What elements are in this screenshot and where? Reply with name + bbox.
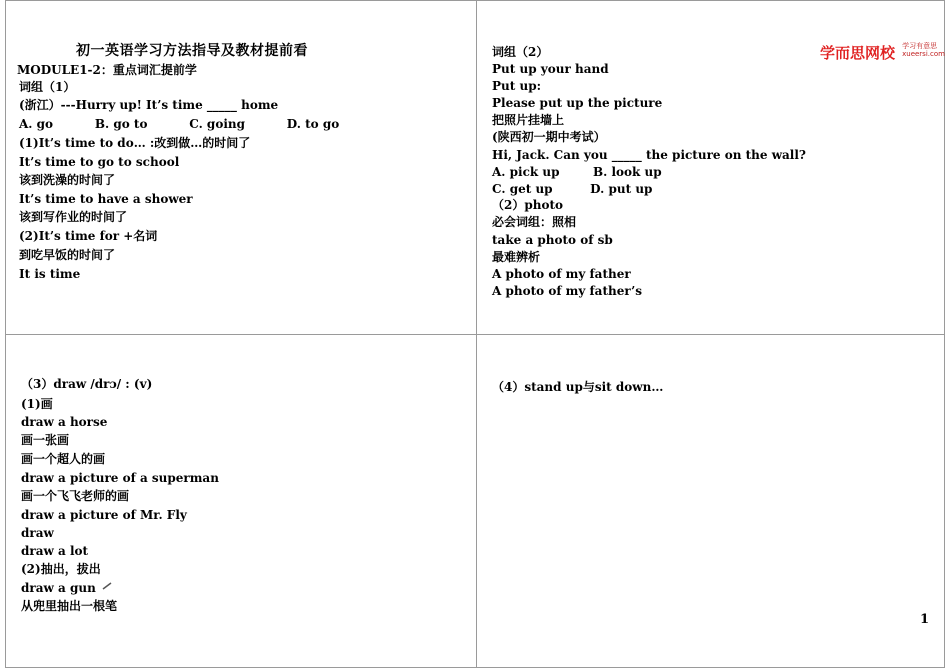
tr-line-12: 最难辨析 — [492, 250, 541, 264]
bl-line-8: draw — [21, 526, 54, 540]
page-number: 1 — [920, 612, 930, 627]
tl-line-2: A. go B. go to C. going D. to go — [19, 117, 340, 131]
xueersi-logo — [820, 42, 945, 63]
tl-line-4: It’s time to go to school — [19, 155, 180, 169]
br-line-0: （4）stand up与sit down… — [492, 380, 664, 394]
tr-line-13: A photo of my father — [492, 267, 631, 281]
tr-line-2: Put up: — [492, 79, 542, 93]
tr-line-14: A photo of my father’s — [492, 284, 643, 298]
bl-line-7: draw a picture of Mr. Fly — [21, 508, 187, 522]
tl-line-0: 词组（1） — [19, 80, 76, 94]
tl-line-5: 该到洗澡的时间了 — [19, 173, 116, 187]
bl-line-4: 画一个超人的画 — [21, 452, 106, 466]
bl-line-10: (2)抽出，拔出 — [21, 562, 101, 576]
bl-line-5: draw a picture of a superman — [21, 471, 219, 485]
pen-mark-icon — [102, 582, 112, 593]
tr-line-9: （2）photo — [492, 198, 564, 212]
bl-line-1: (1)画 — [21, 397, 53, 411]
tl-line-1: (浙江）---Hurry up! It’s time _____ home — [19, 98, 279, 112]
tr-line-1: Put up your hand — [492, 62, 609, 76]
bl-line-12: 从兜里抽出一根笔 — [21, 599, 118, 613]
tr-line-0: 词组（2） — [492, 45, 549, 59]
bl-line-11: draw a gun — [21, 581, 96, 595]
tl-line-3: (1)It’s time to do… :改到做…的时间了 — [19, 136, 251, 150]
tr-line-10: 必会词组：照相 — [492, 215, 577, 229]
horizontal-divider — [5, 334, 945, 335]
tl-line-7: 该到写作业的时间了 — [19, 210, 128, 224]
tr-line-11: take a photo of sb — [492, 233, 613, 247]
tr-line-7: A. pick up B. look up — [492, 165, 662, 179]
bl-line-2: draw a horse — [21, 415, 108, 429]
tr-line-5: (陕西初一期中考试） — [492, 130, 606, 144]
logo-brand-text: 学而思网校 — [820, 44, 896, 62]
tr-line-8: C. get up D. put up — [492, 182, 653, 196]
module-heading: MODULE1-2：重点词汇提前学 — [17, 63, 197, 77]
tr-line-3: Please put up the picture — [492, 96, 663, 110]
tl-line-6: It’s time to have a shower — [19, 192, 193, 206]
tl-line-8: (2)It’s time for +名词 — [19, 229, 158, 243]
logo-tagline: 学习有意思 — [902, 42, 938, 50]
tl-line-9: 到吃早饭的时间了 — [19, 248, 116, 262]
bl-line-6: 画一个飞飞老师的画 — [21, 489, 130, 503]
bl-line-9: draw a lot — [21, 544, 89, 558]
tl-line-10: It is time — [19, 267, 81, 281]
logo-site: xueersi.com — [902, 50, 945, 58]
document-title: 初一英语学习方法指导及教材提前看 — [76, 43, 308, 59]
bl-line-3: 画一张画 — [21, 433, 70, 447]
tr-line-6: Hi, Jack. Can you _____ the picture on the wall? — [492, 148, 806, 162]
bl-line-0: （3）draw /drɔ/ : (v) — [21, 377, 153, 391]
tr-line-4: 把照片挂墙上 — [492, 113, 565, 127]
